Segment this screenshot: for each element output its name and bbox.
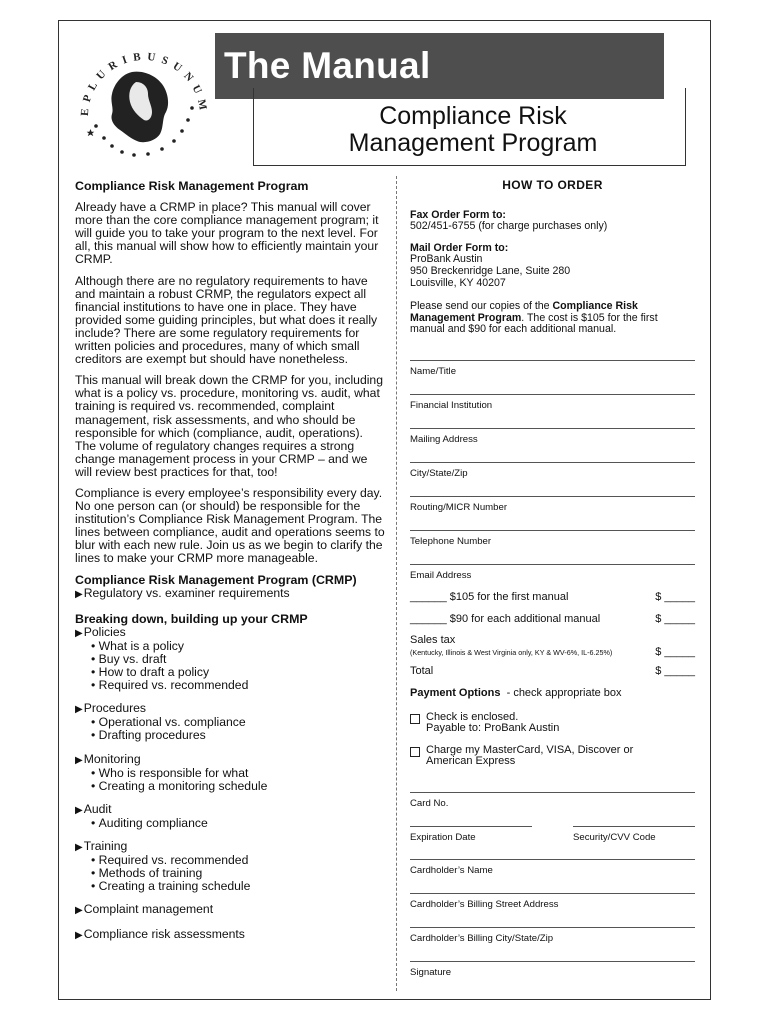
topic-policies: ▶ Policies [75, 626, 387, 640]
total-line[interactable]: Total $ _____ [410, 665, 695, 678]
left-heading: Compliance Risk Management Program [75, 179, 309, 193]
list-item: • Required vs. recommended [91, 679, 387, 692]
paragraph-4: Compliance is every employee’s responsibility every day. No one person can (or should) be responsible for the institution’s Compliance Risk Management Program. The lines between compliance, audit and operations seems to blur with each new rule. Join us as we begin to clarify the lines to make your CRMP more manageable. [75, 485, 385, 566]
additional-manual-line[interactable]: ______ $90 for each additional manual $ _____ [410, 612, 695, 625]
name-title-field[interactable]: Name/Title [410, 360, 695, 394]
financial-institution-field[interactable]: Financial Institution [410, 394, 695, 428]
cardholder-name-field[interactable]: Cardholder’s Name [410, 859, 695, 893]
how-to-order-heading: HOW TO ORDER [502, 178, 603, 192]
order-form [410, 180, 695, 995]
card-number-field[interactable]: Card No. [410, 792, 695, 826]
section-breaking-title: Breaking down, building up your CRMP [75, 611, 308, 626]
subtitle [253, 103, 693, 157]
list-item: • How to draft a policy [91, 666, 387, 679]
first-manual-line[interactable]: ______ $105 for the first manual $ _____ [410, 590, 695, 603]
mail-label: Mail Order Form to: [410, 241, 509, 254]
paragraph-1: Already have a CRMP in place? This manual will cover more than the core compliance management program; it will guide you to take your program to the next level. For all, this manual will show how to efficiently maintain your CRMP. [75, 200, 379, 267]
routing-number-field[interactable]: Routing/MICR Number [410, 496, 695, 530]
section-crmp-title: Compliance Risk Management Program (CRMP) [75, 572, 357, 587]
order-instructions: Please send our copies of the Compliance Risk Management Program. The cost is $105 for the first manual and $90 for each additional manual. [410, 300, 658, 336]
topic-audit: ▶ Audit [75, 803, 387, 817]
mailing-address-field[interactable]: Mailing Address [410, 428, 695, 462]
billing-city-field[interactable]: Cardholder’s Billing City/State/Zip [410, 927, 695, 961]
checkbox-icon[interactable] [410, 747, 420, 757]
topic-monitoring: ▶ Monitoring [75, 753, 387, 767]
fax-number: 502/451-6755 (for charge purchases only) [410, 220, 608, 233]
sales-tax-line[interactable]: Sales tax (Kentucky, Illinois & West Virginia only, KY & WV-6%, IL-6.25%) $ _____ [410, 634, 695, 658]
mail-line-2: 950 Breckenridge Lane, Suite 280 [410, 264, 571, 277]
list-item: • Who is responsible for what [91, 767, 387, 780]
payment-options: Payment Options - check appropriate box [410, 686, 622, 699]
mail-line-3: Louisville, KY 40207 [410, 276, 506, 289]
topic-risk: ▶ Compliance risk assessments [75, 928, 387, 942]
subtitle-line-1: Compliance Risk [379, 102, 567, 130]
list-item: • What is a policy [91, 640, 387, 653]
mail-line-1: ProBank Austin [410, 253, 483, 266]
fax-label: Fax Order Form to: [410, 208, 506, 221]
city-state-zip-field[interactable]: City/State/Zip [410, 462, 695, 496]
paragraph-3: This manual will break down the CRMP for you, including what is a policy vs. procedure, monitoring vs. audit, what training is required vs. recommended, complaint management, risk assessments, and who should be responsible for which (compliance, audit, operations). The volume of regulatory changes requires a strong change management process in your CRMP – and we will review best practices for that, too! [75, 373, 383, 479]
list-item: • Creating a monitoring schedule [91, 780, 387, 793]
billing-street-field[interactable]: Cardholder’s Billing Street Address [410, 893, 695, 927]
topic-procedures: ▶ Procedures [75, 702, 387, 716]
charge-card-option[interactable]: Charge my MasterCard, VISA, Discover or American Express [410, 745, 695, 768]
security-code-field[interactable]: Security/CVV Code [573, 826, 695, 859]
expiration-field[interactable]: Expiration Date [410, 826, 532, 859]
topic-complaint: ▶ Complaint management [75, 903, 387, 917]
email-field[interactable]: Email Address [410, 564, 695, 592]
left-column [75, 180, 387, 942]
section-crmp-item: ▶ Regulatory vs. examiner requirements [75, 587, 387, 601]
liberty-seal-logo [74, 30, 212, 160]
list-item: • Operational vs. compliance [91, 716, 387, 729]
list-item: • Auditing compliance [91, 817, 387, 830]
list-item: • Drafting procedures [91, 729, 387, 742]
signature-field[interactable]: Signature [410, 961, 695, 995]
list-item: • Buy vs. draft [91, 653, 387, 666]
check-enclosed-option[interactable]: Check is enclosed. Payable to: ProBank Austin [410, 712, 695, 735]
checkbox-icon[interactable] [410, 714, 420, 724]
topic-training: ▶ Training [75, 840, 387, 854]
column-divider [396, 176, 397, 991]
list-item: • Methods of training [91, 867, 387, 880]
telephone-field[interactable]: Telephone Number [410, 530, 695, 564]
paragraph-2: Although there are no regulatory requirements to have and maintain a robust CRMP, the regulators expect all financial institutions to have one in place. They have provided some guiding principles, but what does it really include? There are some regulatory requirements for written policies and procedures, many of which small creditors are exempt but should have nonetheless. [75, 273, 378, 367]
list-item: • Required vs. recommended [91, 854, 387, 867]
banner-title: The Manual [224, 45, 431, 86]
svg-text:E P L U R I B U S U N U M: E P L U R I B U S U N U M [78, 50, 209, 117]
list-item: • Creating a training schedule [91, 880, 387, 893]
subtitle-line-2: Management Program [348, 129, 598, 157]
